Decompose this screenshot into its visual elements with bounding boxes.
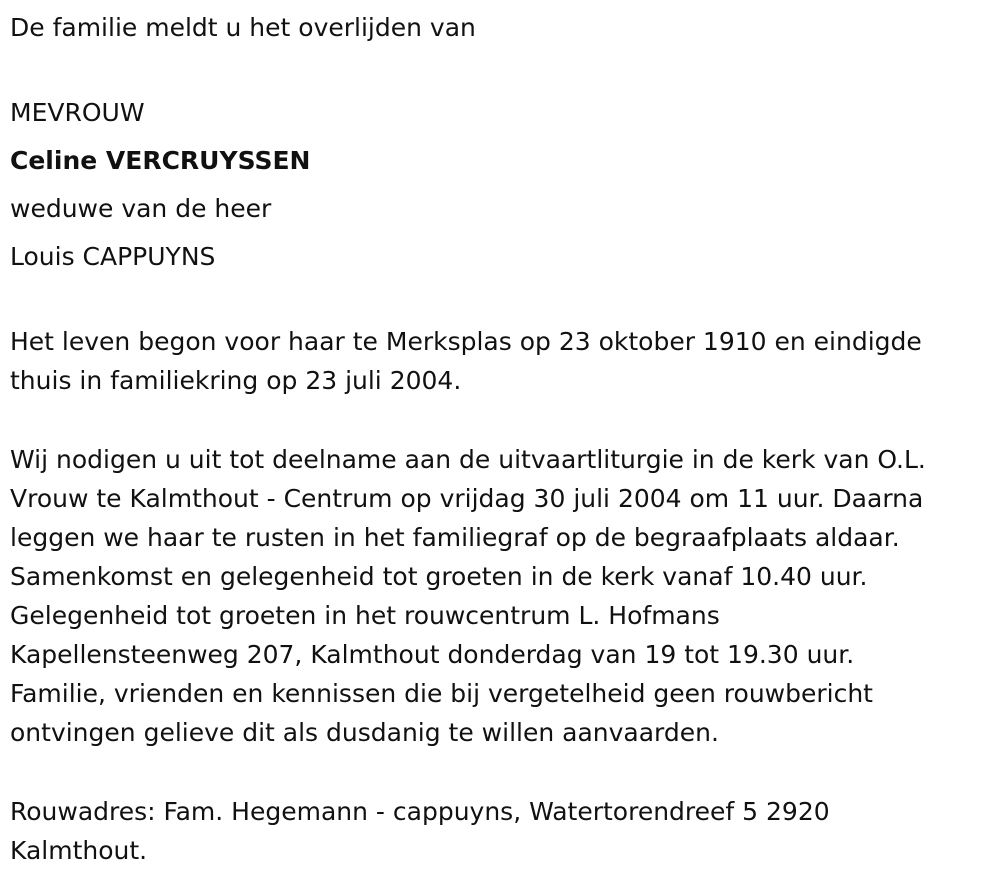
- spouse-name: Louis CAPPUYNS: [10, 242, 216, 271]
- ceremony-line: Wij nodigen u uit tot deelname aan de uitvaartliturgie in de kerk van O.L.: [10, 445, 926, 474]
- deceased-name: Celine VERCRUYSSEN: [10, 146, 311, 175]
- address-line: Kalmthout.: [10, 836, 148, 865]
- ceremony-line: ontvingen gelieve dit als dusdanig te willen aanvaarden.: [10, 718, 719, 747]
- ceremony-line: Kapellensteenweg 207, Kalmthout donderdag van 19 tot 19.30 uur.: [10, 640, 855, 669]
- ceremony-line: Gelegenheid tot groeten in het rouwcentrum L. Hofmans: [10, 601, 720, 630]
- ceremony-line: Samenkomst en gelegenheid tot groeten in de kerk vanaf 10.40 uur.: [10, 562, 868, 591]
- relation-text: weduwe van de heer: [10, 194, 272, 223]
- address-paragraph: [10, 792, 1000, 870]
- ceremony-paragraph: [10, 440, 1000, 752]
- life-line: Het leven begon voor haar te Merksplas op 23 oktober 1910 en eindigde: [10, 327, 922, 356]
- address-line: Rouwadres: Fam. Hegemann - cappuyns, Watertorendreef 5 2920: [10, 797, 830, 826]
- life-paragraph: [10, 322, 1000, 400]
- ceremony-line: leggen we haar te rusten in het familiegraf op de begraafplaats aldaar.: [10, 523, 900, 552]
- intro-text: De familie meldt u het overlijden van: [10, 13, 476, 42]
- ceremony-line: Vrouw te Kalmthout - Centrum op vrijdag 30 juli 2004 om 11 uur. Daarna: [10, 484, 924, 513]
- life-line: thuis in familiekring op 23 juli 2004.: [10, 366, 462, 395]
- honorific: MEVROUW: [10, 98, 145, 127]
- ceremony-line: Familie, vrienden en kennissen die bij vergetelheid geen rouwbericht: [10, 679, 873, 708]
